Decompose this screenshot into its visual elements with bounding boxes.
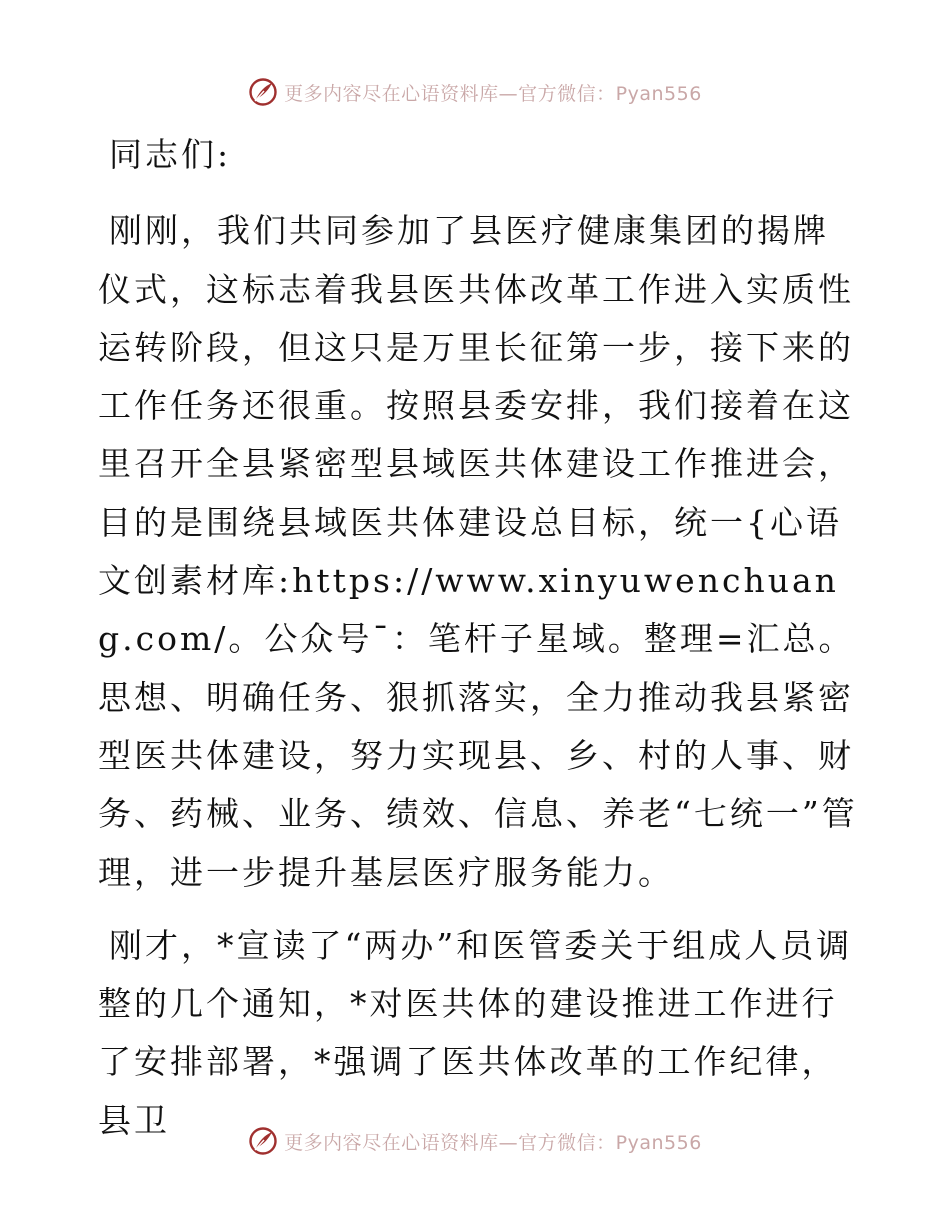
header-banner-text: 更多内容尽在心语资料库—官方微信：Pyan556 [284, 82, 702, 105]
footer-banner [0, 1121, 950, 1161]
feather-pen-logo-icon [248, 77, 278, 107]
paragraph-2: 刚才，*宣读了“两办”和医管委关于组成人员调整的几个通知，*对医共体的建设推进工作进行了安排部署，*强调了医共体改革的工作纪律，县卫 [98, 925, 853, 1140]
salutation: 同志们: [109, 135, 232, 174]
document-body [98, 126, 858, 1150]
paragraph-1: 刚刚，我们共同参加了县医疗健康集团的揭牌仪式，这标志着我县医共体改革工作进入实质性运转阶段，但这只是万里长征第一步，接下来的工作任务还很重。按照县委安排，我们接着在这里召开全县紧密型县域医共体建设工作推进会，目的是围绕县域医共体建设总目标，统一{心语文创素材库:https://www.xinyuwenchuang.com/。公众号¯：笔杆子星域。整理=汇总。思想、明确任务、狠抓落实，全力推动我县紧密型医共体建设，努力实现县、乡、村的人事、财务、药械、业务、绩效、信息、养老“七统一”管理，进一步提升基层医疗服务能力。 [98, 211, 858, 892]
footer-banner-text: 更多内容尽在心语资料库—官方微信：Pyan556 [284, 1131, 702, 1154]
feather-pen-logo-icon [248, 1126, 278, 1156]
header-banner [0, 72, 950, 112]
